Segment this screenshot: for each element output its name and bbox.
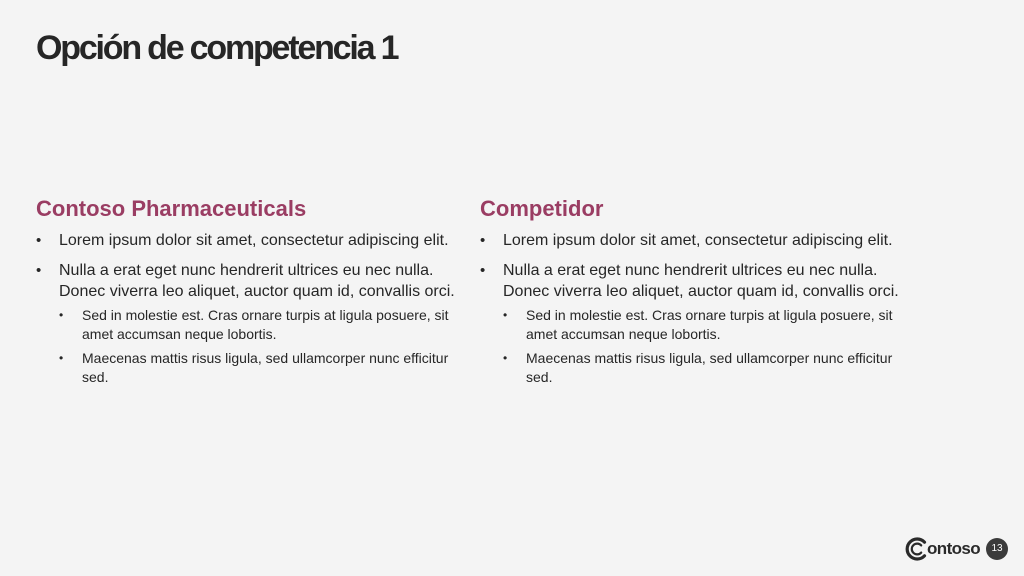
sub-bullet-item: • Maecenas mattis risus ligula, sed ullamcorper nunc efficitur sed.	[503, 349, 900, 387]
sub-bullet-item: • Sed in molestie est. Cras ornare turpis at ligula posuere, sit amet accumsan neque lobortis.	[503, 306, 900, 344]
bullet-item	[36, 260, 456, 387]
logo-text: ontoso	[927, 539, 981, 558]
sub-bullet-item: • Sed in molestie est. Cras ornare turpis at ligula posuere, sit amet accumsan neque lobortis.	[59, 306, 456, 344]
contoso-c-mark-icon	[905, 536, 929, 562]
left-column-heading: Contoso Pharmaceuticals	[36, 196, 307, 221]
left-column	[36, 192, 456, 396]
sub-bullet-list	[503, 306, 900, 387]
bullet-text: Nulla a erat eget nunc hendrerit ultrices eu nec nulla. Donec viverra leo aliquet, auctor quam id, convallis orci.	[59, 262, 455, 301]
right-bullet-list	[480, 230, 900, 387]
bullet-item: • Lorem ipsum dolor sit amet, consectetur adipiscing elit.	[480, 230, 900, 251]
right-column-heading: Competidor	[480, 196, 604, 221]
slide-title: Opción de competencia 1	[36, 29, 398, 67]
right-column	[480, 192, 900, 396]
bullet-text: Nulla a erat eget nunc hendrerit ultrices eu nec nulla. Donec viverra leo aliquet, auctor quam id, convallis orci.	[503, 262, 899, 301]
bullet-item	[480, 260, 900, 387]
sub-bullet-item: • Maecenas mattis risus ligula, sed ullamcorper nunc efficitur sed.	[59, 349, 456, 387]
contoso-logo	[905, 535, 980, 563]
page-number-badge: 13	[986, 538, 1008, 560]
left-bullet-list	[36, 230, 456, 387]
sub-bullet-list	[59, 306, 456, 387]
bullet-item: • Lorem ipsum dolor sit amet, consectetur adipiscing elit.	[36, 230, 456, 251]
